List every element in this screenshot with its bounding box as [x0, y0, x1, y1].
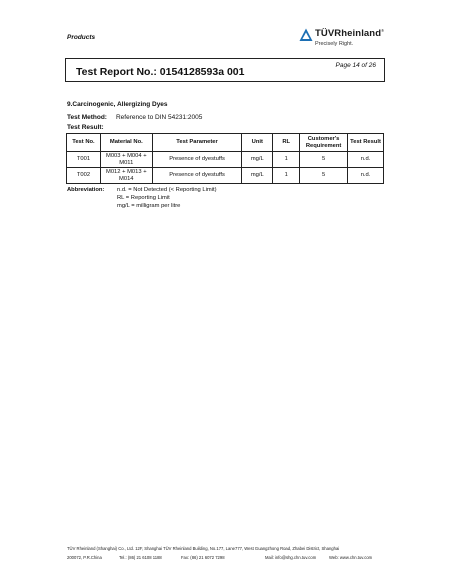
page-number: Page 14 of 26 — [335, 62, 376, 69]
table-cell: Presence of dyestuffs — [152, 152, 242, 168]
table-cell: 5 — [300, 168, 348, 184]
table-cell: 5 — [300, 152, 348, 168]
table-row — [67, 152, 384, 168]
column-header: Unit — [242, 134, 273, 152]
table-cell: M012 + M013 + M014 — [100, 168, 152, 184]
report-number-title: Test Report No.: 0154128593a 001 — [76, 66, 245, 78]
test-result-label: Test Result: — [67, 124, 104, 131]
logo-tagline: Precisely Right. — [315, 41, 354, 47]
footer-address: TÜV Rheinland (Shanghai) Co., Ltd. 12F, Shanghai TÜV Rheinland Building, No.177, Lane777, West Guangzhong Road, Zhabei District, Shanghai — [67, 546, 340, 551]
triangle-logo-icon — [299, 28, 313, 42]
footer-fax: Fax: (86) 21 6072 7298 — [181, 554, 225, 560]
column-header: Material No. — [100, 134, 152, 152]
column-header: Test Result — [348, 134, 384, 152]
column-header: Test Parameter — [152, 134, 242, 152]
footer-web: Web: www.chn.tuv.com — [329, 554, 373, 560]
footer-postcode: 200072, P.R.China — [67, 554, 102, 560]
table-row — [67, 168, 384, 184]
test-result-table — [66, 133, 384, 184]
section-title: 9.Carcinogenic, Allergizing Dyes — [67, 101, 168, 108]
table-cell: 1 — [273, 168, 300, 184]
abbreviation-item: n.d. = Not Detected (< Reporting Limit) — [117, 187, 217, 193]
footer-contact — [67, 554, 385, 563]
table-header-row — [67, 134, 384, 152]
test-method-value: Reference to DIN 54231:2005 — [115, 114, 203, 121]
test-method-label: Test Method: — [67, 114, 107, 121]
table-cell: mg/L — [242, 168, 273, 184]
table-cell: T001 — [67, 152, 101, 168]
table-cell: n.d. — [348, 168, 384, 184]
table-cell: T002 — [67, 168, 101, 184]
column-header: Customer's Requirement — [300, 134, 348, 152]
abbreviation-item: mg/L = milligram per litre — [117, 202, 181, 209]
page-footer — [67, 545, 385, 562]
test-method — [67, 114, 202, 121]
abbreviation-label: Abbreviation: — [67, 187, 105, 193]
table-cell: 1 — [273, 152, 300, 168]
table-cell: n.d. — [348, 152, 384, 168]
header-section-label: Products — [67, 34, 96, 41]
report-header-box — [65, 58, 385, 82]
table-cell: Presence of dyestuffs — [152, 168, 242, 184]
table-cell: M003 + M004 + M011 — [100, 152, 152, 168]
logo-wordmark: TÜVRheinland® — [315, 28, 385, 39]
footer-tel: Tel.: (86) 21 6108 1188 — [119, 554, 162, 560]
company-logo — [299, 26, 399, 54]
footer-mail: Mail: info@shg.chn.tuv.com — [265, 554, 317, 560]
column-header: RL — [273, 134, 300, 152]
column-header: Test No. — [67, 134, 101, 152]
abbreviation-item: RL = Reporting Limit — [117, 194, 170, 201]
table-cell: mg/L — [242, 152, 273, 168]
